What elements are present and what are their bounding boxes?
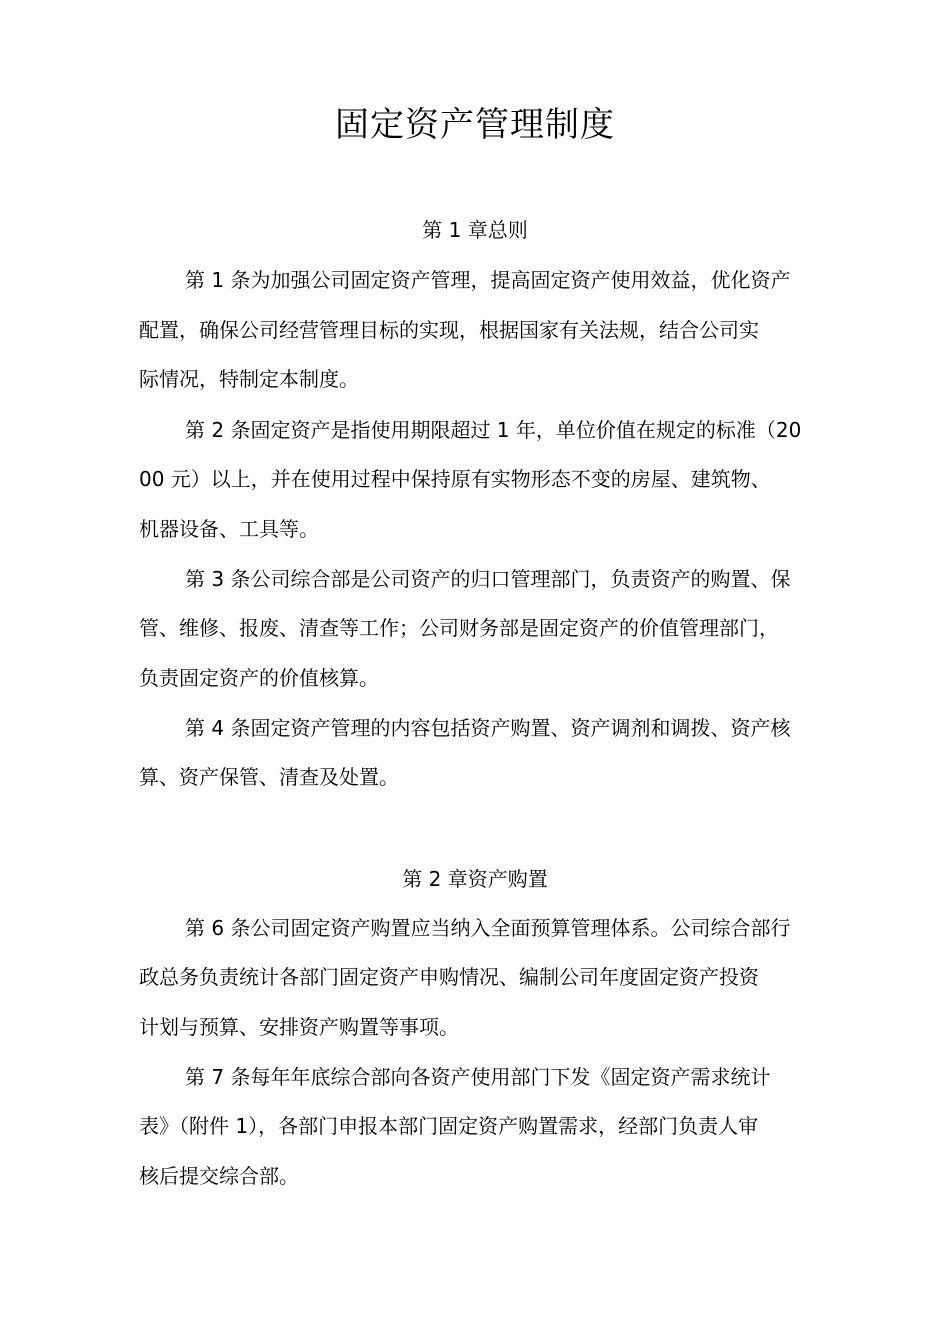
article-2-line-1: 第 2 条固定资产是指使用期限超过 1 年，单位价值在规定的标准（20 [185,418,802,442]
article-7-line-3: 核后提交综合部。 [139,1164,299,1188]
article-4-line-2: 算、资产保管、清查及处置。 [139,765,399,789]
article-4-line-1: 第 4 条固定资产管理的内容包括资产购置、资产调剂和调拨、资产核 [185,716,791,740]
article-3-line-2: 管、维修、报废、清查等工作；公司财务部是固定资产的价值管理部门， [139,616,779,640]
article-3-line-3: 负责固定资产的价值核算。 [139,666,379,690]
article-6-line-2: 政总务负责统计各部门固定资产申购情况、编制公司年度固定资产投资 [139,965,759,989]
article-1-line-1: 第 1 条为加强公司固定资产管理，提高固定资产使用效益，优化资产 [185,268,791,292]
article-2-line-2: 00 元）以上，并在使用过程中保持原有实物形态不变的房屋、建筑物、 [139,467,771,491]
article-1-line-3: 际情况，特制定本制度。 [139,367,359,391]
chapter-1-heading: 第 1 章总则 [422,218,528,242]
article-7-line-1: 第 7 条每年年底综合部向各资产使用部门下发《固定资产需求统计 [185,1065,771,1089]
article-7-line-2: 表》（附件 1），各部门申报本部门固定资产购置需求，经部门负责人审 [139,1114,759,1138]
chapter-2-heading: 第 2 章资产购置 [402,867,548,891]
document-title: 固定资产管理制度 [335,105,615,145]
article-6-line-1: 第 6 条公司固定资产购置应当纳入全面预算管理体系。公司综合部行 [185,916,791,940]
article-3-line-1: 第 3 条公司综合部是公司资产的归口管理部门，负责资产的购置、保 [185,567,791,591]
article-2-line-3: 机器设备、工具等。 [139,517,319,541]
article-6-line-3: 计划与预算、安排资产购置等事项。 [139,1015,459,1039]
article-1-line-2: 配置，确保公司经营管理目标的实现，根据国家有关法规，结合公司实 [139,318,759,342]
